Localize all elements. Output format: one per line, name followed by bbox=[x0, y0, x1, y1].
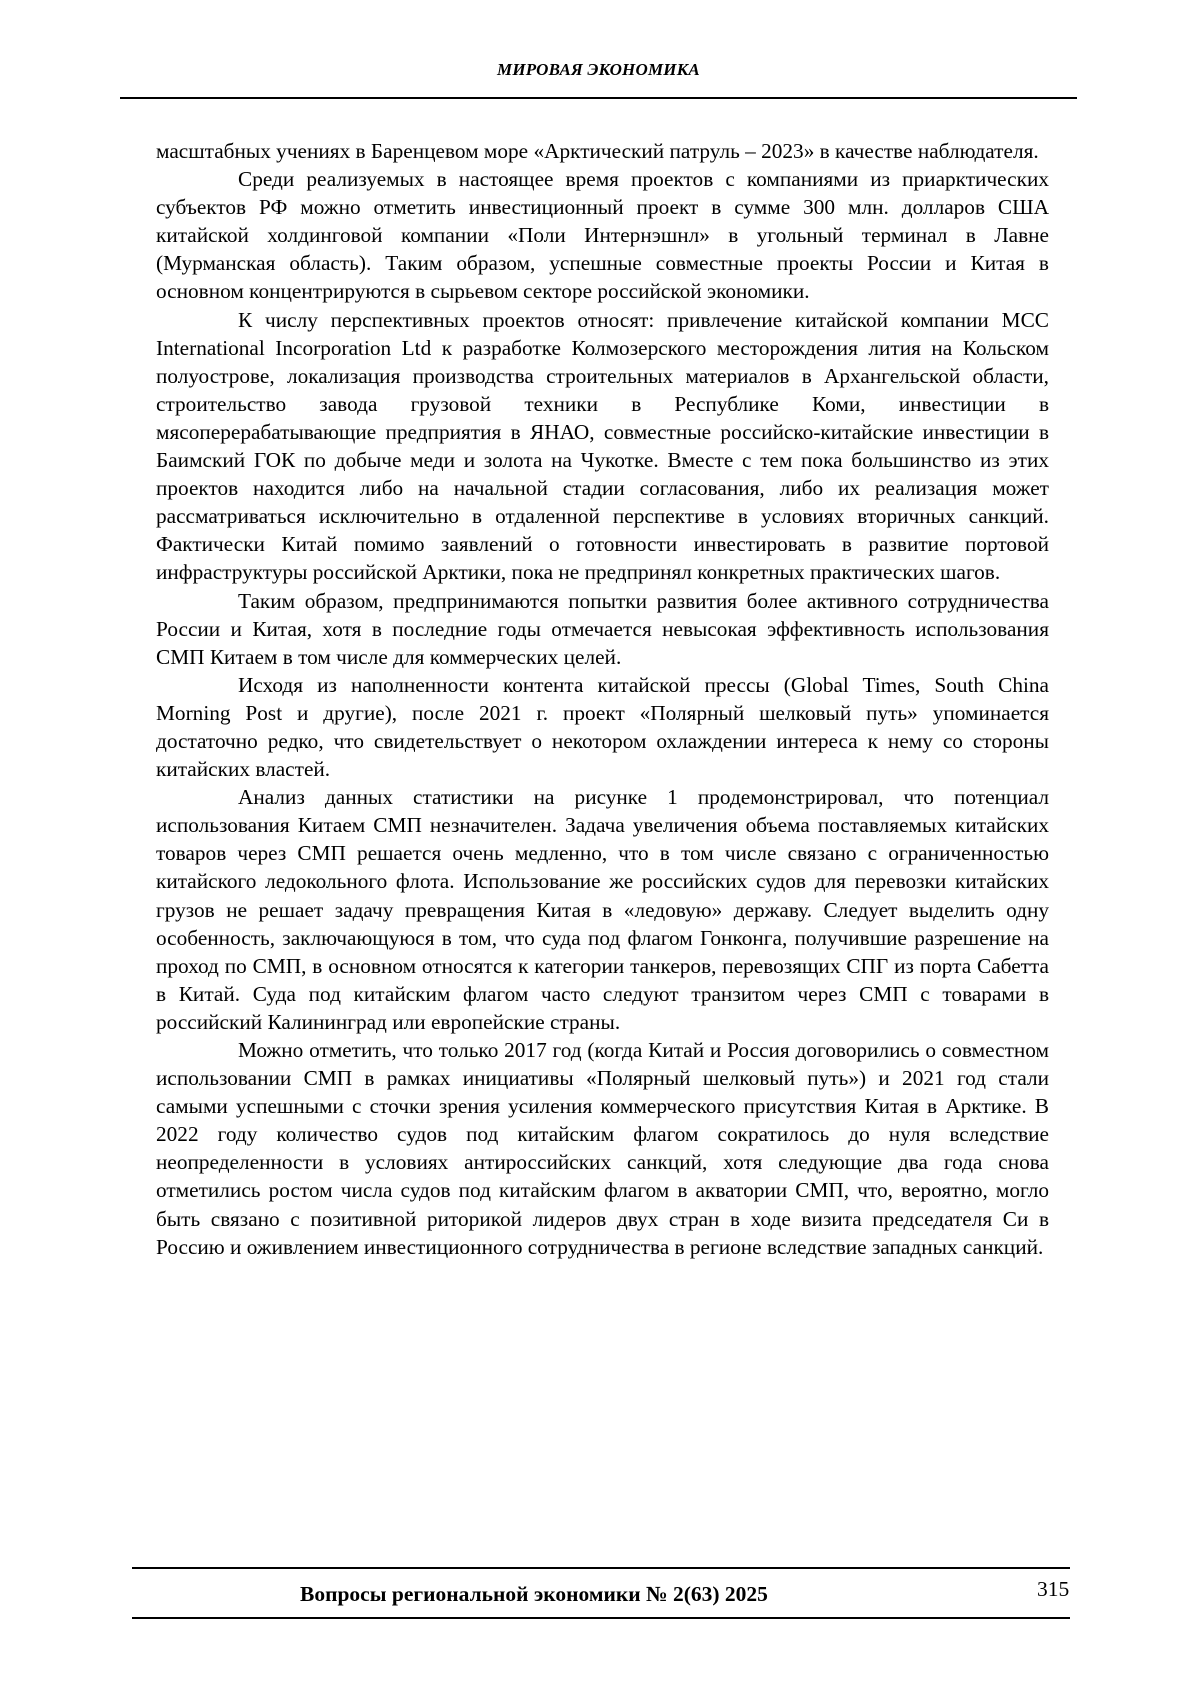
paragraph-2: Среди реализуемых в настоящее время проектов с компаниями из приарктических субъектов РФ можно отметить инвестиционный проект в сумме 300 млн. долларов США китайской холдинговой компании «Поли Интернэшнл» в угольный терминал в Лавне (Мурманская область). Таким образом, успешные совместные проекты России и Китая в основном концентрируются в сырьевом секторе российской экономики. bbox=[156, 167, 1049, 304]
journal-title: Вопросы региональной экономики № 2(63) 2025 bbox=[300, 1582, 768, 1606]
paragraph-1: масштабных учениях в Баренцевом море «Арктический патруль – 2023» в качестве наблюдателя. bbox=[156, 139, 1039, 163]
paragraph-7: Можно отметить, что только 2017 год (когда Китай и Россия договорились о совместном использовании СМП в рамках инициативы «Полярный шелковый путь») и 2021 год стали самыми успешными с сточки зрения усиления коммерческого присутствия Китая в Арктике. В 2022 году количество судов под китайским флагом сократилось до нуля вследствие неопределенности в условиях антироссийских санкций, хотя следующие два года снова отметились ростом числа судов под китайским флагом в акватории СМП, что, вероятно, могло быть связано с позитивной риторикой лидеров двух стран в ходе визита председателя Си в Россию и оживлением инвестиционного сотрудничества в регионе вследствие западных санкций. bbox=[156, 1038, 1049, 1259]
article-body bbox=[156, 137, 1049, 1261]
page-number: 315 bbox=[1037, 1577, 1070, 1601]
header-rule bbox=[120, 97, 1077, 99]
paragraph-4: Таким образом, предпринимаются попытки развития более активного сотрудничества России и Китая, хотя в последние годы отмечается невысокая эффективность использования СМП Китаем в том числе для коммерческих целей. bbox=[156, 588, 1049, 669]
paragraph-6: Анализ данных статистики на рисунке 1 продемонстрировал, что потенциал использования Китаем СМП незначителен. Задача увеличения объема поставляемых китайских товаров через СМП решается очень медленно, что в том числе связано с ограниченностью китайского ледокольного флота. Использование же российских судов для перевозки китайских грузов не решает задачу превращения Китая в «ледовую» державу. Следует выделить одну особенность, заключающуюся в том, что суда под флагом Гонконга, получившие разрешение на проход по СМП, в основном относятся к категории танкеров, перевозящих СПГ из порта Сабетта в Китай. Суда под китайским флагом часто следуют транзитом через СМП с товарами в российский Калининград или европейские страны. bbox=[156, 785, 1049, 1034]
running-head: МИРОВАЯ ЭКОНОМИКА bbox=[497, 60, 700, 79]
paragraph-3: К числу перспективных проектов относят: привлечение китайской компании MCC International Incorporation Ltd к разработке Колмозерского месторождения лития на Кольском полуострове, локализация производства строительных материалов в Архангельской области, строительство завода грузовой техники в Республике Коми, инвестиции в мясоперерабатывающие предприятия в ЯНАО, совместные российско-китайские инвестиции в Баимский ГОК по добыче меди и золота на Чукотке. Вместе с тем пока большинство из этих проектов находится либо на начальной стадии согласования, либо их реализация может рассматриваться исключительно в отдаленной перспективе в условиях вторичных санкций. Фактически Китай помимо заявлений о готовности инвестировать в развитие портовой инфраструктуры российской Арктики, пока не предпринял конкретных практических шагов. bbox=[156, 307, 1049, 585]
paragraph-5: Исходя из наполненности контента китайской прессы (Global Times, South China Morning Post и другие), после 2021 г. проект «Полярный шелковый путь» упоминается достаточно редко, что свидетельствует о некотором охлаждении интереса к нему со стороны китайских властей. bbox=[156, 672, 1049, 782]
footer-rule-top bbox=[132, 1567, 1070, 1569]
footer-rule-bottom bbox=[132, 1617, 1070, 1619]
